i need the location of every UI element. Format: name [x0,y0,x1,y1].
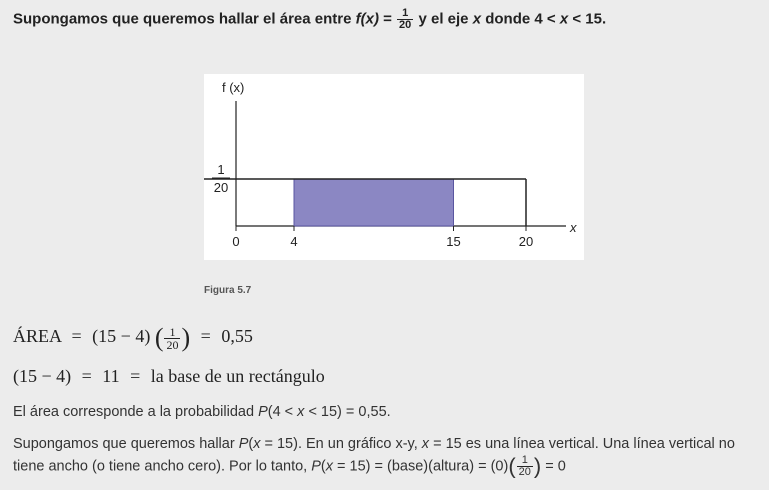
p2-P: P [238,436,249,452]
y-tick-denominator: 20 [213,180,229,195]
x-tick-label: 20 [518,234,534,249]
eq-equals: = [71,326,82,347]
eq2-equals: = [81,366,92,386]
paragraph-vertical-line [13,433,758,478]
paren-close: ) [181,323,191,352]
eq2-expr: (15 − 4) [13,366,72,386]
frac-numerator: 1 [397,8,413,20]
y-axis-label: f (x) [222,80,245,95]
p2-text-4: = 15) = (base)(altura) = (0) [337,458,509,475]
paren-open: ( [508,453,516,479]
intro-x: x [472,10,482,28]
p1-text: El área corresponde a la probabilidad [13,404,255,420]
p1-x: x [297,404,305,420]
frac-numerator: 1 [517,455,533,467]
p2-x-2: x [421,436,430,452]
intro-x-2: x [559,10,569,28]
intro-equals: = [383,10,392,28]
frac-denominator: 20 [166,337,179,352]
eq-equals-2: = [200,326,211,347]
eq2-value: 11 [102,366,120,386]
eq-area-label: ÁREA [13,326,62,347]
p1-P: P [258,404,268,420]
eq-expr: (15 − 4) [92,326,151,347]
p2-P-2: P [311,458,321,475]
eq2-equals-2: = [130,366,141,386]
p2-x: x [253,436,261,452]
x-tick-label: 4 [290,234,298,249]
intro-text-4: < 15. [572,10,607,28]
x-tick-label: 15 [446,234,461,249]
paragraph-probability [13,401,758,423]
p1-text-3: < 15) = 0,55. [308,404,391,420]
equation-base [13,366,325,387]
eq-result: 0,55 [221,326,253,347]
p1-text-2: (4 < [267,404,294,420]
p2-text: Supongamos que queremos hallar [13,436,235,452]
p2-paren-2: ( [320,458,326,475]
p2-x-3: x [325,458,334,475]
p2-text-5: = 0 [545,458,566,475]
figure-caption: Figura 5.7 [204,285,252,296]
x-tick-label: 0 [232,234,240,249]
intro-fx: f(x) [355,10,379,28]
p2-text-2: = 15). En un gráfico x-y, [264,436,418,452]
eq-fraction [164,326,180,351]
eq2-text: la base de un rectángulo [150,366,325,386]
frac-denominator: 20 [518,466,531,478]
p2-text-3: = 15 es una línea vertical. Una línea vertical no tiene ancho (o tiene ancho cero). Por lo tanto, [13,436,735,475]
p2-paren: ( [248,436,254,452]
equation-area [13,325,253,351]
intro-text-2: y el eje [418,10,469,28]
x-axis-label: x [570,220,577,235]
intro-text-3: donde 4 < [485,10,556,28]
paren-close: ) [533,453,542,479]
intro-text: Supongamos que queremos hallar el área entre [13,10,352,28]
paren-open: ( [154,323,164,352]
intro-sentence [13,8,606,31]
intro-fraction [397,8,413,31]
uniform-distribution-figure [204,74,584,260]
shaded-area [294,179,454,226]
frac-denominator: 20 [399,19,412,31]
figure-svg [204,74,584,260]
y-tick-numerator: 1 [217,162,225,177]
p2-fraction [517,455,533,478]
frac-numerator: 1 [164,326,180,339]
